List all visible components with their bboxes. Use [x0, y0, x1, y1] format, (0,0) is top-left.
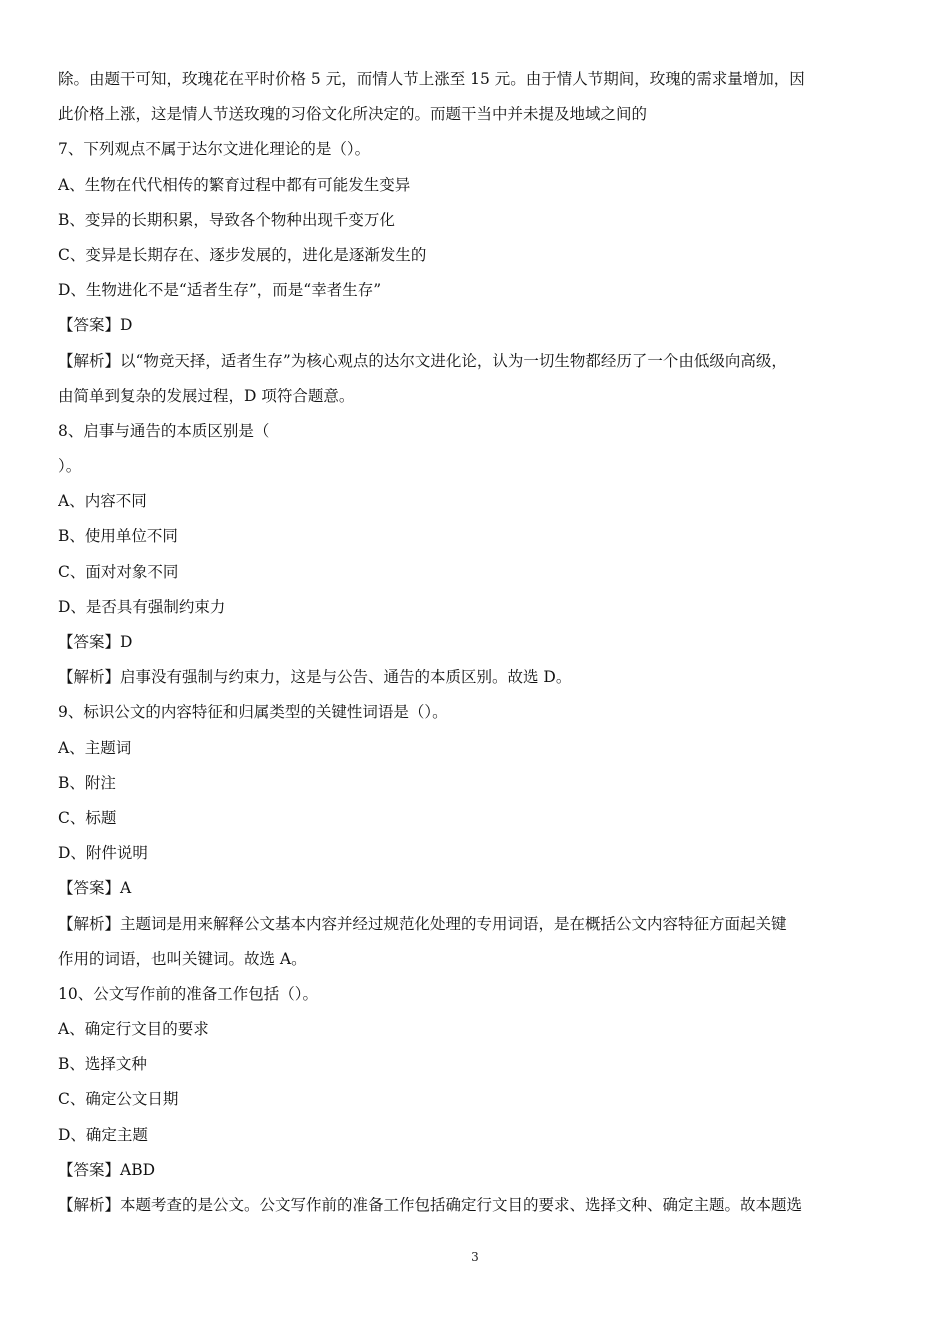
option-d: D、生物进化不是“适者生存”，而是“幸者生存” [58, 281, 382, 300]
answer: 【答案】ABD [58, 1160, 156, 1179]
analysis: 【解析】主题词是用来解释公文基本内容并经过规范化处理的专用词语，是在概括公文内容特征方面起关键 [58, 914, 787, 933]
option-a: A、主题词 [58, 738, 132, 757]
answer: 【答案】A [58, 879, 132, 898]
analysis-continued: 作用的词语，也叫关键词。故选 A。 [58, 949, 307, 968]
analysis: 【解析】本题考查的是公文。公文写作前的准备工作包括确定行文目的要求、选择文种、确定主题。故本题选 [58, 1196, 803, 1214]
option-b: B、使用单位不同 [58, 527, 178, 546]
answer: 【答案】D [58, 316, 133, 335]
option-a: A、内容不同 [58, 492, 147, 511]
option-b: B、变异的长期积累，导致各个物种出现千变万化 [58, 210, 395, 229]
question-8-continued: ）。 [58, 457, 82, 476]
option-b: B、选择文种 [58, 1055, 147, 1074]
page-content [58, 62, 894, 1223]
text-line: 此价格上涨，这是情人节送玫瑰的习俗文化所决定的。而题干当中并未提及地域之间的 [58, 105, 648, 124]
option-c: C、变异是长期存在、逐步发展的，进化是逐渐发生的 [58, 245, 427, 264]
page-number: 3 [471, 1250, 479, 1264]
analysis: 【解析】以“物竞天择，适者生存”为核心观点的达尔文进化论，认为一切生物都经历了一个由低级向高级， [58, 351, 787, 370]
option-d: D、是否具有强制约束力 [58, 597, 226, 616]
answer: 【答案】D [58, 633, 133, 651]
option-c: C、标题 [58, 808, 117, 827]
option-d: D、附件说明 [58, 844, 148, 863]
option-a: A、确定行文目的要求 [58, 1020, 209, 1039]
option-d: D、确定主题 [58, 1125, 148, 1144]
option-c: C、面对对象不同 [58, 562, 179, 581]
option-b: B、附注 [58, 773, 116, 792]
question-10: 10、公文写作前的准备工作包括（）。 [58, 984, 318, 1003]
analysis: 【解析】启事没有强制与约束力，这是与公告、通告的本质区别。故选 D。 [58, 668, 572, 687]
analysis-continued: 由简单到复杂的发展过程，D 项符合题意。 [58, 386, 355, 405]
question-7: 7、下列观点不属于达尔文进化理论的是（）。 [58, 140, 371, 159]
option-a: A、生物在代代相传的繁育过程中都有可能发生变异 [58, 175, 411, 194]
question-8: 8、启事与通告的本质区别是（ [58, 421, 270, 440]
option-c: C、确定公文日期 [58, 1090, 179, 1109]
text-line: 除。由题干可知，玫瑰花在平时价格 5 元，而情人节上涨至 15 元。由于情人节期间，玫瑰的需求量增加，因 [58, 70, 805, 88]
question-9: 9、标识公文的内容特征和归属类型的关键性词语是（）。 [58, 703, 448, 722]
